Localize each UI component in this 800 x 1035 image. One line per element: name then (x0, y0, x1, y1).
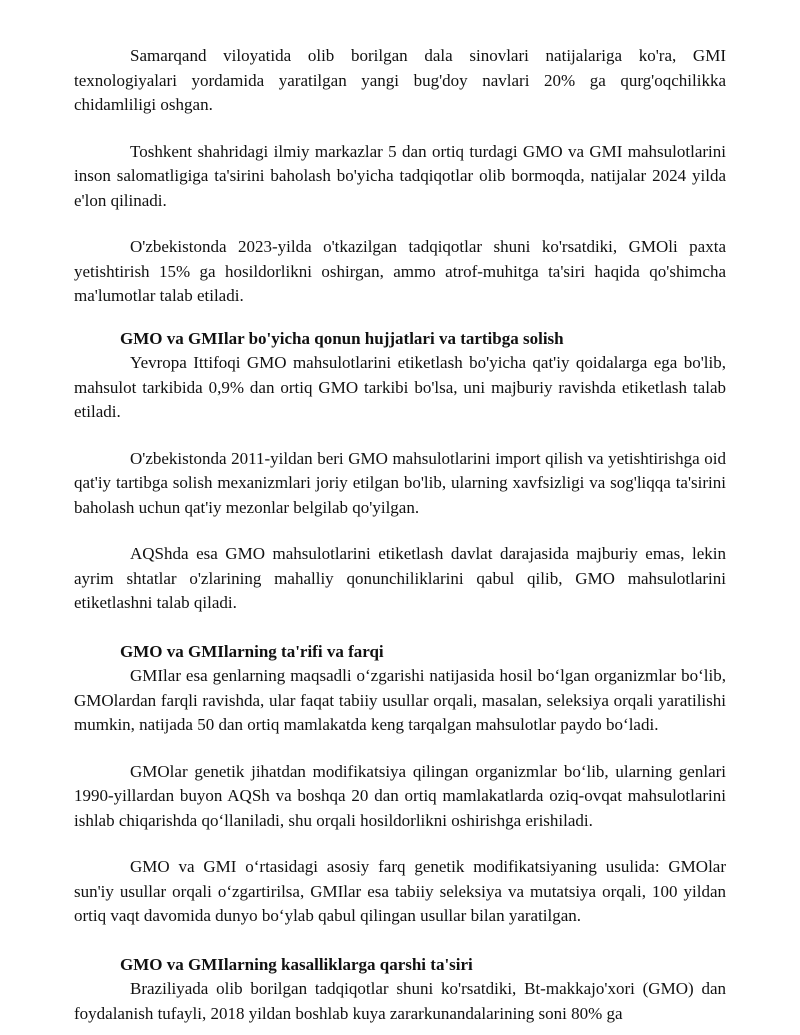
paragraph-spacer (74, 616, 726, 640)
document-body (74, 44, 726, 1026)
section-heading-legislation: GMO va GMIlar bo'yicha qonun hujjatlari va tartibga solish (120, 328, 564, 348)
paragraph-samarqand-wheat: Samarqand viloyatida olib borilgan dala sinovlari natijalariga ko'ra, GMI texnologiyalari yordamida yaratilgan yangi bug'doy navlari 20% ga qurg'oqchilikka chidamliligi oshgan. (74, 46, 726, 114)
paragraph-usa-labeling: AQShda esa GMO mahsulotlarini etiketlash davlat darajasida majburiy emas, lekin ayrim shtatlar o'zlarining mahalliy qonunchiliklarini qabul qilib, GMO mahsulotlarini etiketlashni talab qiladi. (74, 544, 726, 612)
paragraph-gmi-definition: GMIlar esa genlarning maqsadli oʻzgarishi natijasida hosil boʻlgan organizmlar boʻlib, GMOlardan farqli ravishda, ular faqat tabiiy usullar orqali, masalan, seleksiya orqali yaratilishi mumkin, natijada 50 dan ortiq mamlakatda keng tarqalgan mahsulotlar paydo boʻladi. (74, 666, 726, 734)
paragraph-spacer (74, 213, 726, 235)
paragraph-spacer (74, 520, 726, 542)
section-heading-definition: GMO va GMIlarning ta'rifi va farqi (120, 641, 384, 661)
paragraph-spacer (74, 738, 726, 760)
paragraph-spacer (74, 309, 726, 327)
paragraph-spacer (74, 929, 726, 953)
paragraph-spacer (74, 425, 726, 447)
paragraph-gmo-definition: GMOlar genetik jihatdan modifikatsiya qilingan organizmlar boʻlib, ularning genlari 1990-yillardan buyon AQSh va boshqa 20 dan ortiq mamlakatlarda oziq-ovqat mahsulotlarini ishlab chiqarishda qoʻllaniladi, shu orqali hosildorlikni oshirishga erishiladi. (74, 761, 726, 830)
paragraph-eu-labeling: Yevropa Ittifoqi GMO mahsulotlarini etiketlash bo'yicha qat'iy qoidalarga ega bo'lib, mahsulot tarkibida 0,9% dan ortiq GMO tarkibi bo'lsa, uni majburiy ravishda etiketlash talab etiladi. (74, 353, 726, 421)
paragraph-uzbekistan-regulation: O'zbekistonda 2011-yildan beri GMO mahsulotlarini import qilish va yetishtirishga oid qat'iy tartibga solish mexanizmlari joriy etilgan bo'lib, ularning xavfsizligi va sog'liqqa ta'sirini baholash uchun qat'iy mezonlar belgilab qo'yilgan. (74, 448, 726, 517)
paragraph-uzbekistan-cotton: O'zbekistonda 2023-yilda o'tkazilgan tadqiqotlar shuni ko'rsatdiki, GMOli paxta yetishtirish 15% ga hosildorlikni oshirgan, ammo atrof-muhitga ta'siri haqida qo'shimcha ma'lumotlar talab etiladi. (74, 237, 726, 305)
section-heading-disease-effects: GMO va GMIlarning kasalliklarga qarshi ta'siri (120, 954, 473, 974)
paragraph-toshkent-research: Toshkent shahridagi ilmiy markazlar 5 dan ortiq turdagi GMO va GMI mahsulotlarini inson salomatligiga ta'sirini baholash bo'yicha tadqiqotlar olib bormoqda, natijalar 2024 yilda e'lon qilinadi. (74, 141, 726, 210)
paragraph-brazil-bt-corn: Braziliyada olib borilgan tadqiqotlar shuni ko'rsatdiki, Bt-makkajo'xori (GMO) dan foydalanish tufayli, 2018 yildan boshlab kuya zararkunandalarining soni 80% ga (74, 979, 726, 1023)
paragraph-spacer (74, 833, 726, 855)
paragraph-spacer (74, 118, 726, 140)
paragraph-gmo-gmi-difference: GMO va GMI oʻrtasidagi asosiy farq genetik modifikatsiyaning usulida: GMOlar sun'iy usullar orqali oʻzgartirilsa, GMIlar esa tabiiy seleksiya va mutatsiya orqali, 100 yildan ortiq vaqt davomida dunyo boʻylab qabul qilingan usullar bilan yaratilgan. (74, 857, 726, 925)
